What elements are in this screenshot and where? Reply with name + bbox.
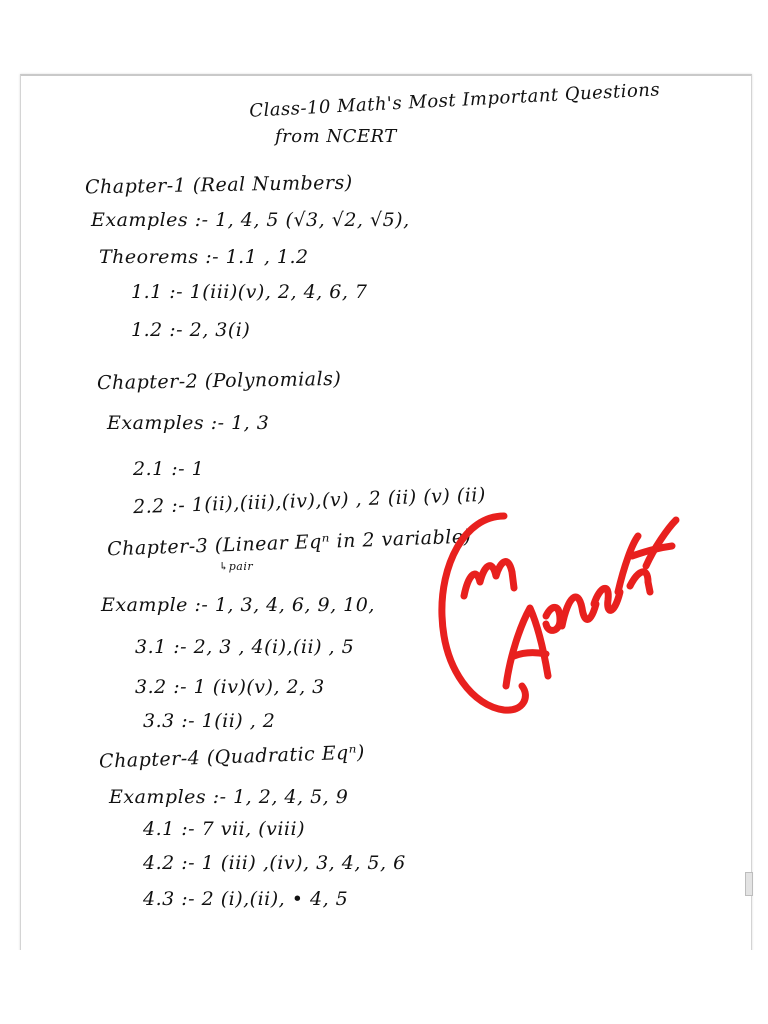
exercise-1-1: 1.1 :- 1(iii)(v), 2, 4, 6, 7 bbox=[131, 281, 368, 303]
exercise-3-1: 3.1 :- 2, 3 , 4(i),(ii) , 5 bbox=[135, 636, 355, 658]
page-edge-handle bbox=[745, 872, 753, 896]
exercise-2-1: 2.1 :- 1 bbox=[133, 458, 205, 480]
signature-scribble bbox=[434, 496, 684, 726]
chapter-2-heading: Chapter-2 (Polynomials) bbox=[96, 367, 342, 395]
bottom-margin bbox=[0, 950, 768, 1024]
page-subtitle: from NCERT bbox=[275, 126, 397, 147]
chapter-2-examples: Examples :- 1, 3 bbox=[107, 412, 270, 434]
chapter-4-examples: Examples :- 1, 2, 4, 5, 9 bbox=[109, 786, 349, 808]
page-title: Class-10 Math's Most Important Questions bbox=[248, 79, 661, 122]
exercise-1-2: 1.2 :- 2, 3(i) bbox=[131, 319, 251, 341]
exercise-4-3: 4.3 :- 2 (i),(ii), • 4, 5 bbox=[143, 888, 349, 910]
exercise-3-3: 3.3 :- 1(ii) , 2 bbox=[143, 710, 276, 732]
chapter-3-heading: Chapter-3 (Linear Eqⁿ in 2 variable) bbox=[106, 525, 472, 561]
exercise-4-2: 4.2 :- 1 (iii) ,(iv), 3, 4, 5, 6 bbox=[143, 852, 406, 874]
chapter-1-heading: Chapter-1 (Real Numbers) bbox=[84, 171, 353, 199]
exercise-4-1: 4.1 :- 7 vii, (viii) bbox=[143, 818, 305, 840]
chapter-1-theorems: Theorems :- 1.1 , 1.2 bbox=[99, 246, 309, 268]
exercise-2-2: 2.2 :- 1(ii),(iii),(iv),(v) , 2 (ii) (v) (ii) bbox=[132, 483, 487, 519]
top-margin bbox=[0, 0, 768, 74]
chapter-1-examples: Examples :- 1, 4, 5 (√3, √2, √5), bbox=[91, 209, 410, 231]
chapter-3-note: ↳pair bbox=[219, 560, 254, 573]
chapter-3-examples: Example :- 1, 3, 4, 6, 9, 10, bbox=[101, 594, 375, 616]
chapter-4-heading: Chapter-4 (Quadratic Eqⁿ) bbox=[98, 741, 366, 773]
exercise-3-2: 3.2 :- 1 (iv)(v), 2, 3 bbox=[135, 676, 325, 698]
